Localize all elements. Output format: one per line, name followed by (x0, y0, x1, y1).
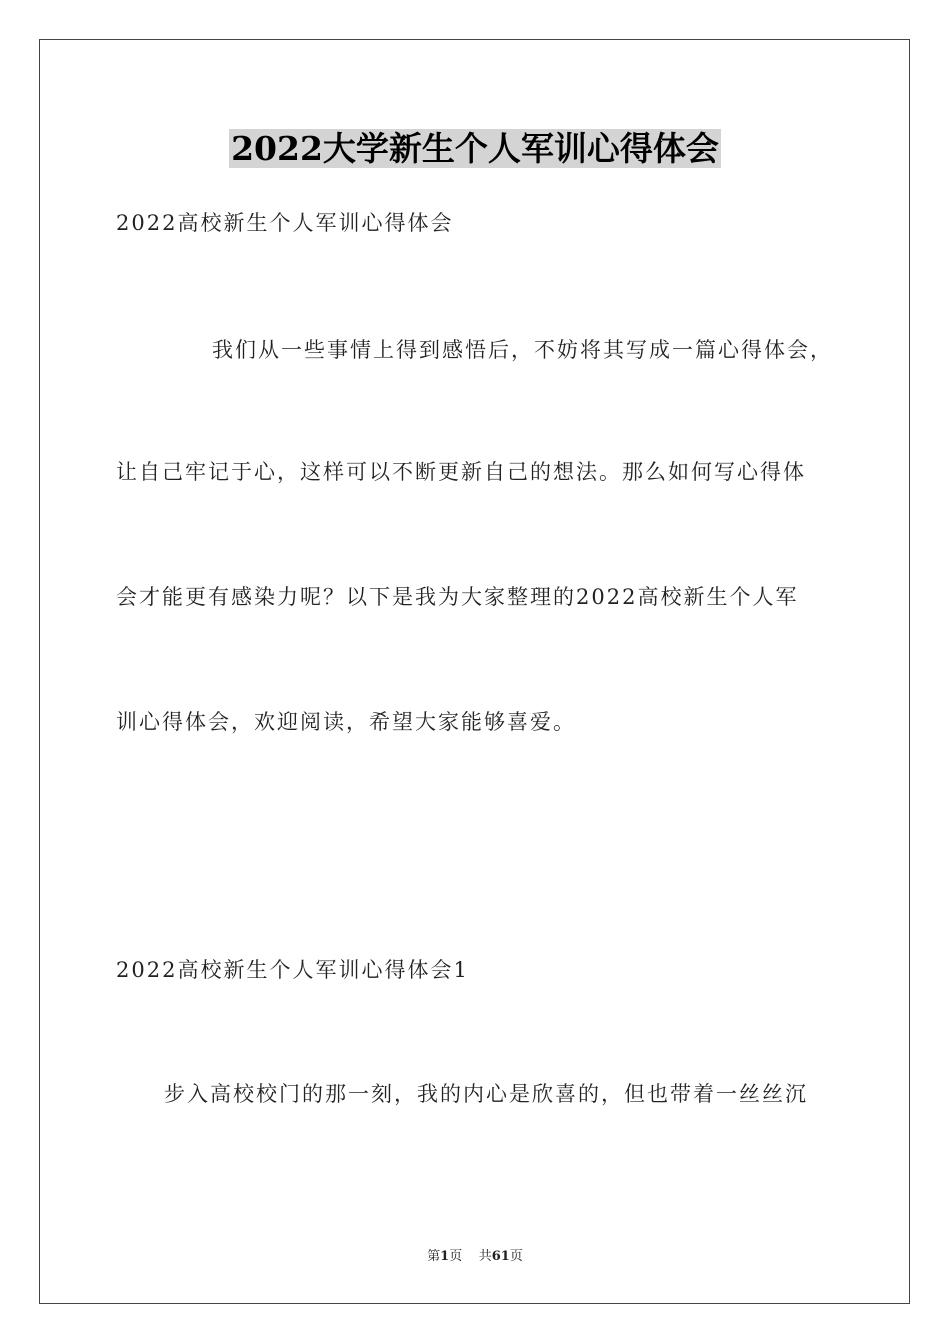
document-title (0, 126, 950, 172)
section-1-line-1: 步入高校校门的那一刻，我的内心是欣喜的，但也带着一丝丝沉 (164, 1082, 808, 1106)
document-title-text: 2022大学新生个人军训心得体会 (231, 129, 719, 168)
footer-total-pages: 61 (491, 1249, 510, 1264)
footer-page-unit: 页 (449, 1249, 463, 1264)
section-heading-1: 2022高校新生个人军训心得体会1 (116, 958, 469, 982)
paragraph-line-1: 我们从一些事情上得到感悟后，不妨将其写成一篇心得体会， (212, 338, 833, 362)
paragraph-line-2: 让自己牢记于心，这样可以不断更新自己的想法。那么如何写心得体 (116, 460, 806, 484)
footer-total-unit: 页 (509, 1249, 523, 1264)
paragraph-line-3: 会才能更有感染力呢？以下是我为大家整理的2022高校新生个人军 (116, 585, 799, 609)
paragraph-line-4: 训心得体会，欢迎阅读，希望大家能够喜爱。 (116, 710, 576, 734)
page-footer (0, 1248, 950, 1266)
footer-page-number: 1 (440, 1249, 450, 1264)
footer-total-prefix: 共 (478, 1249, 492, 1264)
subtitle-line: 2022高校新生个人军训心得体会 (116, 211, 454, 235)
footer-page-prefix: 第 (427, 1249, 441, 1264)
